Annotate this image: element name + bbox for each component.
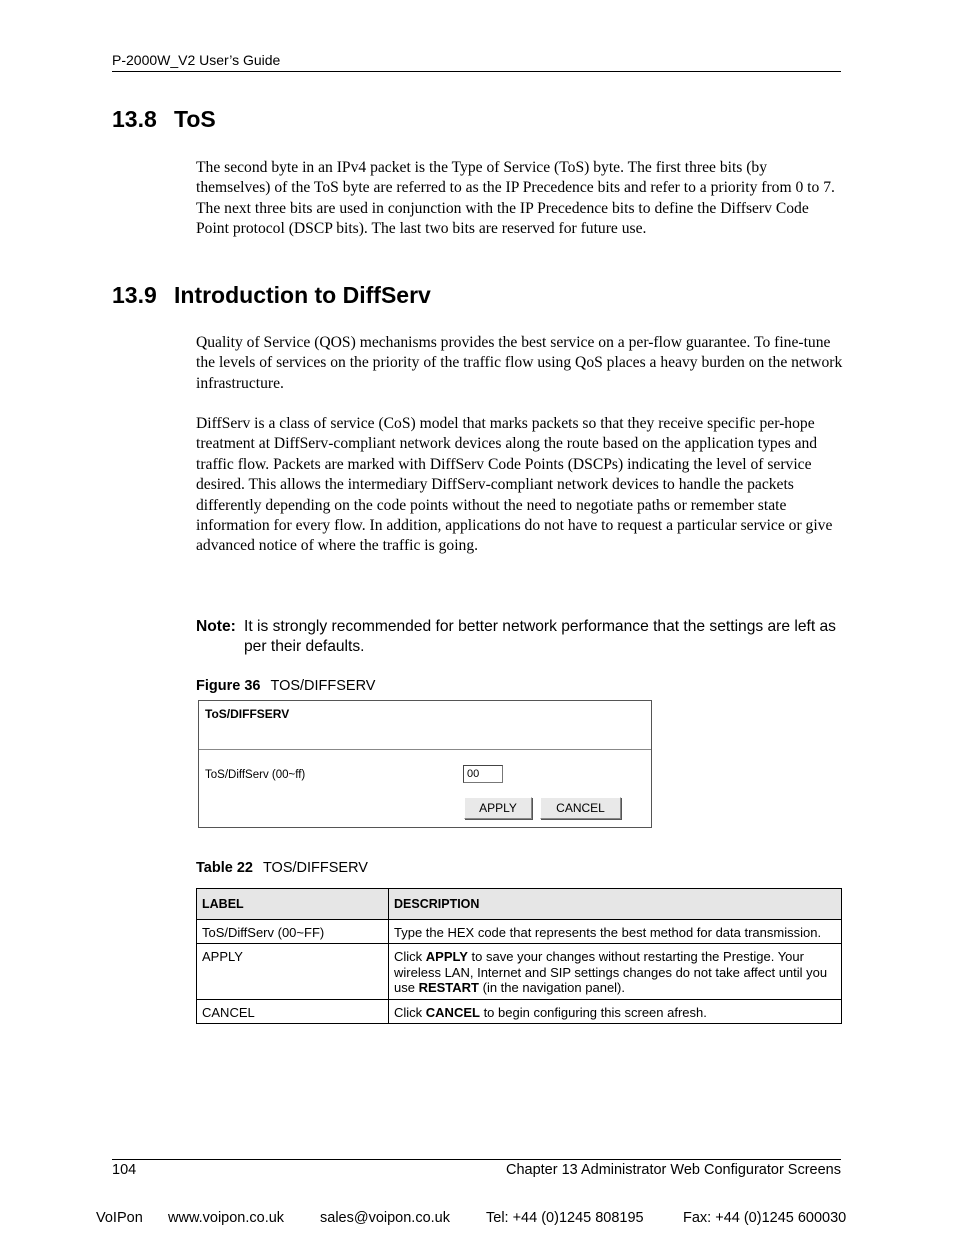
table-header-row [197, 889, 842, 920]
column-header-description: DESCRIPTION [389, 889, 842, 920]
row-label: CANCEL [197, 999, 389, 1024]
section-number: 13.8 [112, 106, 157, 132]
apply-button[interactable]: APPLY [464, 797, 532, 819]
description-text: Click [394, 949, 426, 964]
description-text: Type the HEX code that represents the best method for data transmission. [394, 924, 822, 940]
description-text: (in the navigation panel). [479, 980, 625, 995]
description-table [196, 888, 842, 1024]
row-label: APPLY [197, 944, 389, 1000]
screen-divider [199, 749, 651, 750]
note-block [196, 617, 844, 657]
row-description [389, 999, 842, 1024]
note-label: Note: [196, 618, 236, 635]
tos-diffserv-screen [198, 700, 652, 828]
section-title: ToS [174, 106, 216, 132]
row-description [389, 919, 842, 944]
tos-paragraph: The second byte in an IPv4 packet is the Type of Service (ToS) byte. The first three bits (by themselves) of the ToS byte are referred to as the IP Precedence bits and refer to a priority from 0 to 7. The next three bits are used in conjunction with the IP Precedence bits to define the Diffserv Code Point protocol (DSCP bits). The last two bits are reserved for future use. [196, 159, 835, 238]
figure-caption-text: TOS/DIFFSERV [270, 678, 376, 694]
diffserv-paragraph-2: DiffServ is a class of service (CoS) model that marks packets so that they receive specific per-hope treatment at DiffServ-compliant network devices along the route based on the application types and traffic flow. Packets are marked with DiffServ Code Points (DSCPs) indicating the level of service desired. This allows the intermediary DiffServ-compliant network devices to handle the packets differently depending on the code points without the need to negotiate paths or remember state information for every flow. In addition, applications do not have to request a particular service or give advanced notice of where the traffic is going. [196, 415, 833, 555]
figure-caption [196, 678, 375, 694]
header-rule [112, 71, 841, 72]
cancel-button[interactable]: CANCEL [540, 797, 621, 819]
row-label: ToS/DiffServ (00~FF) [197, 919, 389, 944]
running-header: P-2000W_V2 User’s Guide [112, 52, 281, 68]
description-text: Click [394, 1004, 426, 1020]
chapter-title: Chapter 13 Administrator Web Configurator Screens [505, 1162, 841, 1178]
page-number: 104 [112, 1162, 137, 1178]
description-emphasis: APPLY [425, 949, 468, 964]
description-emphasis: RESTART [418, 980, 480, 995]
table-row [197, 919, 842, 944]
table-caption [196, 860, 368, 876]
contact-fax: Fax: +44 (0)1245 600030 [683, 1210, 847, 1226]
section-heading-diffserv [112, 282, 431, 309]
description-emphasis: CANCEL [425, 1004, 480, 1020]
table-caption-label: Table 22 [196, 860, 253, 876]
footer-rule [112, 1159, 841, 1160]
screen-title: ToS/DIFFSERV [205, 707, 290, 721]
contact-email: sales@voipon.co.uk [320, 1210, 450, 1226]
description-text: to begin configuring this screen afresh. [479, 1004, 707, 1020]
contact-company: VoIPon [96, 1210, 143, 1226]
section-heading-tos [112, 106, 216, 133]
contact-tel: Tel: +44 (0)1245 808195 [486, 1210, 644, 1226]
figure-caption-label: Figure 36 [196, 678, 261, 694]
note-text: It is strongly recommended for better network performance that the settings are left as per their defaults. [244, 618, 836, 655]
table-row [197, 944, 842, 1000]
row-description [389, 944, 842, 1000]
table-caption-text: TOS/DIFFSERV [262, 860, 368, 876]
tos-diffserv-field-label: ToS/DiffServ (00~ff) [205, 769, 306, 781]
diffserv-paragraph-1: Quality of Service (QOS) mechanisms provides the best service on a per-flow guarantee. To fine-tune the levels of services on the priority of the traffic flow using QoS places a heavy burden on the network infrastructure. [196, 334, 843, 392]
tos-diffserv-input[interactable] [463, 765, 503, 783]
column-header-label: LABEL [197, 889, 389, 920]
section-number: 13.9 [112, 282, 157, 308]
section-title: Introduction to DiffServ [174, 282, 431, 308]
description-text: to save your changes without restarting the Prestige. Your wireless LAN, Internet and SIP settings changes do not take affect until you use [394, 949, 828, 995]
table-row [197, 999, 842, 1024]
contact-website: www.voipon.co.uk [168, 1210, 285, 1226]
